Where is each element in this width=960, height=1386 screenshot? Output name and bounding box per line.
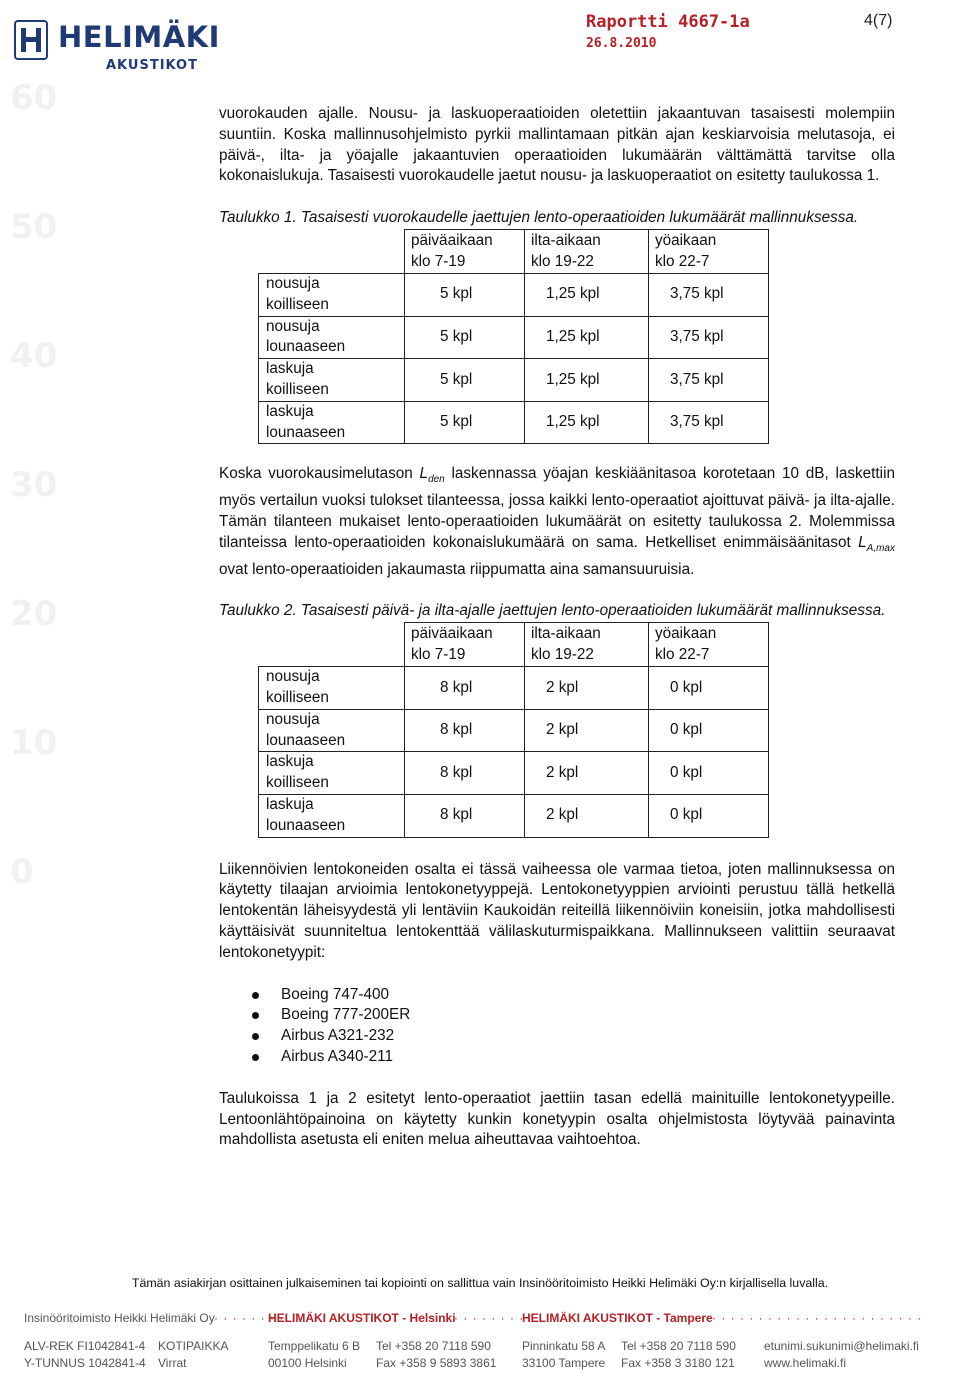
- helsinki-fax: Fax +358 9 5893 3861: [376, 1356, 497, 1370]
- row-label: laskuja lounaaseen: [259, 401, 405, 444]
- report-date: 26.8.2010: [586, 36, 657, 51]
- company-name: Insinööritoimisto Heikki Helimäki Oy: [24, 1311, 215, 1325]
- table-cell: 5 kpl: [405, 359, 525, 402]
- table-row: [259, 273, 769, 316]
- table-cell: 1,25 kpl: [525, 401, 649, 444]
- paragraph-3: Liikennöivien lentokoneiden osalta ei tässä vaiheessa ole varmaa tietoa, joten mallinnuksessa on käytetty tilaajan arvioimia lentokonetyyppejä. Lentokonetyyppien arviointi perustuu tällä hetkellä lentokentän läheisyydestä yli lentäviin Kaukoidän reiteillä liikennöiviin koneisiin, jotka mahdollisesti käyttäisivät suunniteltua lentokenttää välilaskuturmispaikkana. Mallinnukseen valittiin seuraavat lentokonetyypit:: [219, 860, 895, 961]
- table-cell: 2 kpl: [525, 795, 649, 838]
- logo-subtitle: AKUSTIKOT: [106, 58, 198, 73]
- table-cell: 8 kpl: [405, 667, 525, 710]
- table-cell: 3,75 kpl: [649, 359, 769, 402]
- table1-caption: Taulukko 1. Tasaisesti vuorokaudelle jaettujen lento-operaatioiden lukumäärät mallinnuksessa.: [219, 209, 859, 227]
- table-row: [259, 667, 769, 710]
- website-link[interactable]: www.helimaki.fi: [764, 1356, 847, 1370]
- table-row: [259, 752, 769, 795]
- background-chart-watermark: 60 50 40 30 20 10 0: [10, 78, 58, 892]
- tampere-fax: Fax +358 3 3180 121: [621, 1356, 735, 1370]
- row-label: laskuja koilliseen: [259, 359, 405, 402]
- tampere-phone: Tel +358 20 7118 590: [621, 1339, 736, 1353]
- table-cell: 8 kpl: [405, 752, 525, 795]
- table-row: [259, 316, 769, 359]
- row-label: nousuja koilliseen: [259, 273, 405, 316]
- paragraph-2: Koska vuorokausimelutason $L_{den}$ laskennassa yöajan keskiäänitasoa korotetaan 10 dB, laskettiin myös vertailun vuoksi tulokset tilanteessa, jossa kaikki lento-operaatiot ajoittuvat päivä- ja ilta-ajalle. Tämän tilanteen mukaiset lento-operaatioiden lukumäärät on esitetty taulukossa 2. Molemmissa tilanteissa lento-operaatioiden kokonaislukumäärä on sama. Hetkelliset enimmäisäänitasot $L_{A,max}$ ovat lento-operaatioiden jakaumasta riippumatta aina samansuuruisia.: [219, 465, 895, 578]
- domicile-value: Virrat: [158, 1356, 187, 1370]
- aircraft-list: [219, 985, 895, 1068]
- row-label: nousuja koilliseen: [259, 667, 405, 710]
- table-cell: 1,25 kpl: [525, 359, 649, 402]
- row-label: laskuja koilliseen: [259, 752, 405, 795]
- table-cell: 0 kpl: [649, 795, 769, 838]
- table-cell: 3,75 kpl: [649, 316, 769, 359]
- header-cell: ilta-aikaan klo 19-22: [525, 623, 649, 667]
- header-cell: ilta-aikaan klo 19-22: [525, 229, 649, 273]
- paragraph-1: vuorokauden ajalle. Nousu- ja laskuoperaatioiden oletettiin jakaantuvan tasaisesti molempiin suuntiin. Koska mallinnusohjelmisto pyrkii mallintamaan pitkän ajan keskiarvoisia melutasoja, ei päivä-, ilta- ja yöajalle jakaantuvien operaatioiden lukumäärän välttämättä tarvitse olla kokonaislukuja. Tasaisesti vuorokaudelle jaetut nousu- ja laskuoperaatiot on esitetty taulukossa 1.: [219, 105, 895, 185]
- table-cell: 5 kpl: [405, 401, 525, 444]
- table-row: [259, 359, 769, 402]
- list-item: Airbus A321-232: [219, 1026, 895, 1047]
- table-cell: 8 kpl: [405, 709, 525, 752]
- table-cell: 5 kpl: [405, 316, 525, 359]
- table-cell: 2 kpl: [525, 709, 649, 752]
- table-2: [258, 622, 769, 837]
- row-label: nousuja lounaaseen: [259, 709, 405, 752]
- header-cell: yöaikaan klo 22-7: [649, 623, 769, 667]
- business-id: Y-TUNNUS 1042841-4: [24, 1356, 146, 1370]
- row-label: nousuja lounaaseen: [259, 316, 405, 359]
- tampere-city: 33100 Tampere: [522, 1356, 606, 1370]
- divider: · · · · · · · ·: [454, 1311, 525, 1325]
- table-cell: 5 kpl: [405, 273, 525, 316]
- document-body: [219, 104, 895, 1151]
- table-cell: 0 kpl: [649, 667, 769, 710]
- logo-name: HELIMÄKI: [58, 20, 220, 54]
- table-cell: 1,25 kpl: [525, 316, 649, 359]
- header-cell: päiväaikaan klo 7-19: [405, 229, 525, 273]
- tampere-street: Pinninkatu 58 A: [522, 1339, 606, 1353]
- helsinki-office-title: HELIMÄKI AKUSTIKOT - Helsinki: [268, 1311, 456, 1325]
- table-cell: 0 kpl: [649, 709, 769, 752]
- tampere-office-title: HELIMÄKI AKUSTIKOT - Tampere: [522, 1311, 713, 1325]
- list-item: Airbus A340-211: [219, 1047, 895, 1068]
- helsinki-city: 00100 Helsinki: [268, 1356, 347, 1370]
- report-number: Raportti 4667-1a: [586, 12, 750, 32]
- email-link[interactable]: etunimi.sukunimi@helimaki.fi: [764, 1339, 919, 1353]
- helimaki-logo-icon: [14, 20, 48, 60]
- header-cell: päiväaikaan klo 7-19: [405, 623, 525, 667]
- table-header-row: [259, 623, 769, 667]
- vat-number: ALV-REK FI1042841-4: [24, 1339, 146, 1353]
- table-cell: 2 kpl: [525, 667, 649, 710]
- helsinki-phone: Tel +358 20 7118 590: [376, 1339, 491, 1353]
- table-1: [258, 229, 769, 444]
- copyright-notice: Tämän asiakirjan osittainen julkaiseminen tai kopiointi on sallittua vain Insinööritoimisto Heikki Helimäki Oy:n kirjallisella luvalla.: [131, 1276, 829, 1290]
- divider: · · · · · · · ·: [214, 1311, 285, 1325]
- table-cell: 8 kpl: [405, 795, 525, 838]
- page-number: 4(7): [864, 12, 893, 29]
- table-row: [259, 709, 769, 752]
- row-label: laskuja lounaaseen: [259, 795, 405, 838]
- list-item: Boeing 777-200ER: [219, 1005, 895, 1026]
- divider: · · · · · · · · · · · · · · · · · · · · · · ·: [712, 1311, 923, 1325]
- list-item: Boeing 747-400: [219, 985, 895, 1006]
- paragraph-4: Taulukoissa 1 ja 2 esitetyt lento-operaatiot jaettiin tasan edellä mainituille lentokonetyypeille. Lentoonlähtöpainoina on käytetty kunkin konetyypin osalta ohjelmistosta löytyvää painavinta mahdollista asetusta eli eniten melua aiheuttavaa vaihtoehtoa.: [219, 1089, 895, 1149]
- table-row: [259, 795, 769, 838]
- table-cell: 1,25 kpl: [525, 273, 649, 316]
- helsinki-street: Temppelikatu 6 B: [268, 1339, 361, 1353]
- table-cell: 2 kpl: [525, 752, 649, 795]
- table-header-row: [259, 229, 769, 273]
- header-cell: yöaikaan klo 22-7: [649, 229, 769, 273]
- table-cell: 0 kpl: [649, 752, 769, 795]
- table-cell: 3,75 kpl: [649, 401, 769, 444]
- domicile-label: KOTIPAIKKA: [158, 1339, 229, 1353]
- table-row: [259, 401, 769, 444]
- table2-caption: Taulukko 2. Tasaisesti päivä- ja ilta-ajalle jaettujen lento-operaatioiden lukumäärät mallinnuksessa.: [219, 602, 886, 620]
- table-cell: 3,75 kpl: [649, 273, 769, 316]
